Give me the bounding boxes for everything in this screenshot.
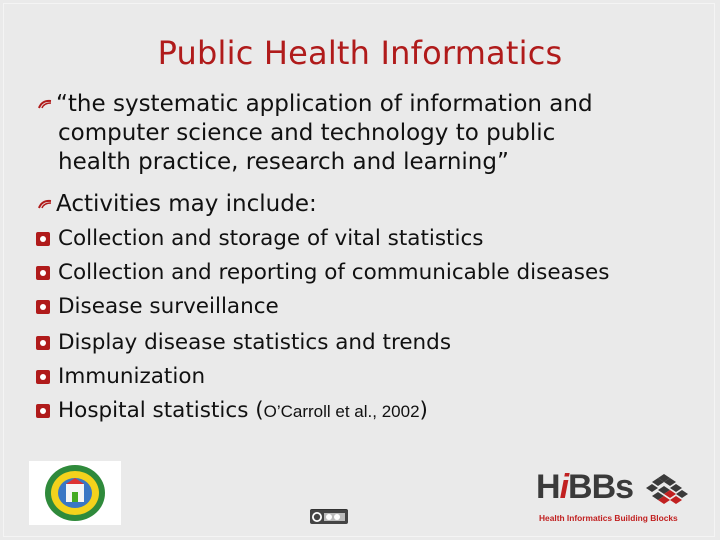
square-bullet-icon	[36, 404, 50, 418]
hibbs-tagline: Health Informatics Building Blocks	[539, 513, 678, 523]
arc-bullet-icon	[38, 199, 52, 209]
bullet-text: Collection and storage of vital statistics	[58, 226, 484, 251]
citation: O’Carroll et al., 2002	[263, 402, 420, 421]
bullet-text: Collection and reporting of communicable diseases	[58, 260, 610, 285]
definition-quote	[38, 90, 678, 177]
bullet-item	[36, 222, 483, 256]
citation-close: )	[419, 398, 428, 423]
creative-commons-badge-icon	[310, 509, 348, 523]
bullet-text: Hospital statistics (	[58, 398, 264, 423]
activities-heading-item	[38, 190, 317, 219]
bullet-item	[36, 326, 451, 360]
hibbs-wordmark: HiBBs	[536, 468, 634, 506]
bullet-item	[36, 360, 205, 394]
square-bullet-icon	[36, 232, 50, 246]
square-bullet-icon	[36, 266, 50, 280]
bullet-text: Immunization	[58, 364, 206, 389]
slide-title: Public Health Informatics	[157, 34, 563, 72]
quote-line-3: health practice, research and learning”	[58, 149, 509, 175]
square-bullet-icon	[36, 336, 50, 350]
seal-graphic	[29, 461, 121, 525]
quote-line-1: “the systematic application of information and	[56, 91, 593, 117]
bullet-text: Disease surveillance	[58, 294, 279, 319]
building-blocks-icon	[644, 472, 694, 506]
bullet-item	[36, 290, 279, 324]
bullet-item	[36, 256, 609, 290]
hibbs-logo	[536, 468, 692, 526]
square-bullet-icon	[36, 370, 50, 384]
square-bullet-icon	[36, 300, 50, 314]
university-seal-logo	[29, 461, 121, 525]
arc-bullet-icon	[38, 99, 52, 109]
bullet-item	[36, 394, 428, 428]
quote-line-2: computer science and technology to public	[58, 120, 556, 146]
bullet-text: Display disease statistics and trends	[58, 330, 452, 355]
activities-heading: Activities may include:	[56, 191, 317, 217]
